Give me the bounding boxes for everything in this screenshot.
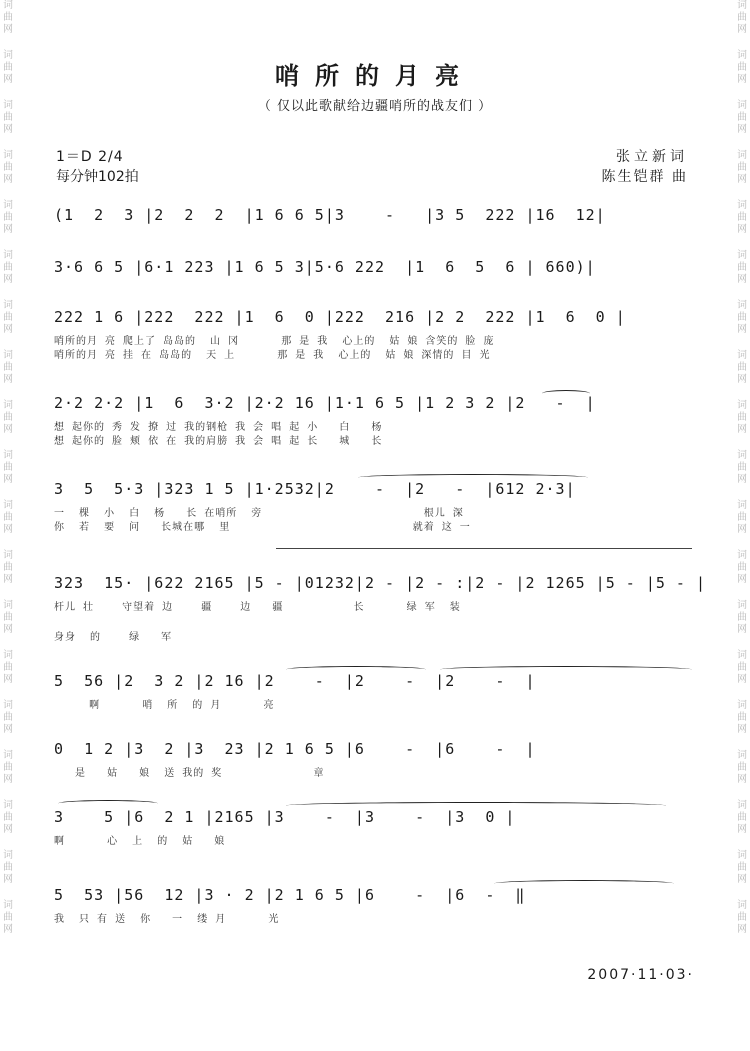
watermark-char: 词 xyxy=(737,300,747,311)
notation-line: 2·2 2·2 |1 6 3·2 |2·2 16 |1·1 6 5 |1 2 3 2 |2 - | xyxy=(54,394,596,412)
watermark-char: 网 xyxy=(737,924,747,935)
watermark-gap xyxy=(735,336,749,350)
watermark-gap xyxy=(1,136,15,150)
watermark-gap xyxy=(1,636,15,650)
watermark-char: 曲 xyxy=(737,762,747,773)
watermark-char: 曲 xyxy=(737,262,747,273)
score-system-2 xyxy=(54,258,694,298)
lyric-verse-1: 我 只 有 送 你 一 缕 月 光 xyxy=(54,914,280,925)
watermark-char: 曲 xyxy=(737,312,747,323)
watermark-gap xyxy=(1,686,15,700)
composer-credit: 陈生铠群 曲 xyxy=(601,169,688,185)
watermark-char: 曲 xyxy=(3,362,13,373)
notation-line: 3 5 |6 2 1 |2165 |3 - |3 - |3 0 | xyxy=(54,808,516,826)
watermark-char: 网 xyxy=(737,474,747,485)
watermark-char: 曲 xyxy=(737,162,747,173)
watermark-right xyxy=(735,0,749,1051)
watermark-gap xyxy=(735,886,749,900)
watermark-gap xyxy=(1,936,15,950)
watermark-char: 词 xyxy=(3,800,13,811)
watermark-gap xyxy=(735,836,749,850)
lyric-verse-2: 身身 的 绿 军 xyxy=(54,632,173,643)
watermark-gap xyxy=(1,286,15,300)
watermark-char: 词 xyxy=(737,850,747,861)
watermark-char: 曲 xyxy=(737,512,747,523)
watermark-char: 曲 xyxy=(3,412,13,423)
watermark-gap xyxy=(1,586,15,600)
watermark-char: 词 xyxy=(737,450,747,461)
watermark-char: 词 xyxy=(3,250,13,261)
watermark-gap xyxy=(735,686,749,700)
watermark-gap xyxy=(1,186,15,200)
score-system-4 xyxy=(54,394,694,454)
notation-line: 323 15· |622 2165 |5 - |01232|2 - |2 - :|2 - |2 1265 |5 - |5 - | xyxy=(54,574,706,592)
watermark-char: 词 xyxy=(3,700,13,711)
lyric-verse-1: 哨所的月 亮 爬上了 岛岛的 山 冈 那 是 我 心上的 姑 娘 含笑的 脸 庞 xyxy=(54,336,495,347)
watermark-char: 曲 xyxy=(737,812,747,823)
watermark-gap xyxy=(735,436,749,450)
watermark-char: 网 xyxy=(737,124,747,135)
watermark-char: 曲 xyxy=(737,362,747,373)
watermark-char: 词 xyxy=(3,300,13,311)
watermark-char: 曲 xyxy=(737,712,747,723)
watermark-char: 网 xyxy=(737,24,747,35)
lyric-verse-1: 是 姑 娘 送 我的 奖 章 xyxy=(54,768,325,779)
watermark-char: 网 xyxy=(3,824,13,835)
watermark-char: 网 xyxy=(737,724,747,735)
notation-line: 5 53 |56 12 |3 · 2 |2 1 6 5 |6 - |6 - ‖ xyxy=(54,886,526,904)
watermark-gap xyxy=(735,136,749,150)
watermark-char: 曲 xyxy=(3,662,13,673)
watermark-char: 词 xyxy=(737,550,747,561)
watermark-char: 网 xyxy=(3,774,13,785)
score-system-7 xyxy=(54,672,694,722)
watermark-gap xyxy=(735,636,749,650)
watermark-char: 曲 xyxy=(3,562,13,573)
song-title: 哨所的月亮 xyxy=(275,62,475,90)
watermark-char: 词 xyxy=(3,550,13,561)
watermark-char: 网 xyxy=(737,324,747,335)
lyric-verse-1: 一 棵 小 白 杨 长 在哨所 旁 根儿 深 xyxy=(54,508,464,519)
notation-line: 5 56 |2 3 2 |2 16 |2 - |2 - |2 - | xyxy=(54,672,536,690)
watermark-char: 网 xyxy=(3,424,13,435)
watermark-gap xyxy=(1,886,15,900)
watermark-char: 网 xyxy=(3,174,13,185)
watermark-char: 网 xyxy=(737,774,747,785)
watermark-char: 词 xyxy=(3,500,13,511)
watermark-char: 网 xyxy=(737,274,747,285)
watermark-char: 网 xyxy=(3,574,13,585)
watermark-char: 词 xyxy=(3,450,13,461)
watermark-char: 网 xyxy=(737,574,747,585)
watermark-char: 曲 xyxy=(737,662,747,673)
watermark-char: 曲 xyxy=(3,162,13,173)
watermark-gap xyxy=(1,786,15,800)
watermark-gap xyxy=(1,386,15,400)
watermark-char: 网 xyxy=(3,524,13,535)
watermark-char: 网 xyxy=(737,824,747,835)
watermark-char: 网 xyxy=(737,224,747,235)
volta-bracket xyxy=(276,548,692,549)
watermark-char: 词 xyxy=(3,650,13,661)
watermark-char: 网 xyxy=(737,424,747,435)
watermark-char: 词 xyxy=(737,500,747,511)
notation-line: 222 1 6 |222 222 |1 6 0 |222 216 |2 2 222 |1 6 0 | xyxy=(54,308,626,326)
watermark-char: 曲 xyxy=(3,862,13,873)
score-system-5 xyxy=(54,480,694,540)
watermark-char: 词 xyxy=(737,50,747,61)
watermark-char: 网 xyxy=(737,674,747,685)
watermark-char: 曲 xyxy=(3,762,13,773)
watermark-char: 词 xyxy=(737,0,747,11)
watermark-char: 曲 xyxy=(737,562,747,573)
watermark-gap xyxy=(735,286,749,300)
notation-line: (1 2 3 |2 2 2 |1 6 6 5|3 - |3 5 222 |16 12| xyxy=(54,206,606,224)
watermark-gap xyxy=(735,786,749,800)
watermark-char: 词 xyxy=(3,850,13,861)
watermark-char: 词 xyxy=(3,100,13,111)
watermark-char: 词 xyxy=(737,700,747,711)
watermark-char: 曲 xyxy=(3,912,13,923)
watermark-char: 曲 xyxy=(3,812,13,823)
lyric-verse-2: 哨所的月 亮 挂 在 岛岛的 天 上 那 是 我 心上的 姑 娘 深情的 目 光 xyxy=(54,350,491,361)
watermark-char: 词 xyxy=(3,0,13,11)
watermark-char: 网 xyxy=(3,324,13,335)
score-system-10 xyxy=(54,886,694,936)
watermark-char: 网 xyxy=(3,724,13,735)
watermark-char: 网 xyxy=(737,874,747,885)
watermark-char: 词 xyxy=(737,800,747,811)
notation-line: 3 5 5·3 |323 1 5 |1·2532|2 - |2 - |612 2·3| xyxy=(54,480,576,498)
score-system-1 xyxy=(54,206,694,246)
watermark-char: 词 xyxy=(3,200,13,211)
watermark-gap xyxy=(735,36,749,50)
watermark-char: 网 xyxy=(3,874,13,885)
watermark-char: 网 xyxy=(3,224,13,235)
watermark-char: 网 xyxy=(737,374,747,385)
watermark-char: 网 xyxy=(3,74,13,85)
score-system-9 xyxy=(54,808,694,858)
key-signature: 1＝D 2/4 xyxy=(56,149,124,165)
watermark-char: 曲 xyxy=(737,412,747,423)
watermark-char: 曲 xyxy=(3,312,13,323)
watermark-char: 网 xyxy=(3,474,13,485)
watermark-char: 词 xyxy=(737,100,747,111)
watermark-left xyxy=(1,0,15,1051)
watermark-char: 曲 xyxy=(3,62,13,73)
watermark-char: 曲 xyxy=(737,862,747,873)
tempo-marking: 每分钟102拍 xyxy=(56,169,139,185)
watermark-gap xyxy=(1,836,15,850)
watermark-char: 词 xyxy=(737,250,747,261)
watermark-char: 网 xyxy=(3,374,13,385)
watermark-gap xyxy=(735,586,749,600)
watermark-char: 曲 xyxy=(3,462,13,473)
lyric-verse-1: 啊 心 上 的 姑 娘 xyxy=(54,836,226,847)
watermark-char: 曲 xyxy=(737,212,747,223)
watermark-char: 曲 xyxy=(3,112,13,123)
watermark-char: 网 xyxy=(3,274,13,285)
watermark-char: 曲 xyxy=(3,262,13,273)
notation-line: 0 1 2 |3 2 |3 23 |2 1 6 5 |6 - |6 - | xyxy=(54,740,536,758)
watermark-gap xyxy=(735,936,749,950)
lyric-verse-1: 啊 哨 所 的 月 亮 xyxy=(54,700,275,711)
song-dedication: （ 仅以此歌献给边疆哨所的战友们 ） xyxy=(257,99,493,114)
lyric-verse-1: 杆儿 壮 守望着 边 疆 边 疆 长 绿 军 装 xyxy=(54,602,461,613)
score-system-3 xyxy=(54,308,694,368)
watermark-gap xyxy=(735,486,749,500)
watermark-gap xyxy=(735,186,749,200)
watermark-char: 网 xyxy=(3,674,13,685)
watermark-char: 曲 xyxy=(737,62,747,73)
watermark-char: 曲 xyxy=(3,712,13,723)
watermark-char: 曲 xyxy=(3,512,13,523)
watermark-char: 词 xyxy=(737,900,747,911)
watermark-char: 网 xyxy=(3,624,13,635)
lyricist-credit: 张立新词 xyxy=(616,149,688,165)
watermark-char: 词 xyxy=(3,50,13,61)
watermark-char: 词 xyxy=(737,150,747,161)
watermark-char: 词 xyxy=(737,200,747,211)
watermark-gap xyxy=(1,536,15,550)
watermark-gap xyxy=(1,736,15,750)
watermark-char: 词 xyxy=(737,600,747,611)
watermark-gap xyxy=(1,236,15,250)
watermark-char: 词 xyxy=(3,600,13,611)
watermark-char: 曲 xyxy=(737,462,747,473)
watermark-gap xyxy=(735,236,749,250)
lyric-verse-1: 想 起你的 秀 发 撩 过 我的钢枪 我 会 唱 起 小 白 杨 xyxy=(54,422,383,433)
watermark-char: 网 xyxy=(3,24,13,35)
watermark-char: 网 xyxy=(3,924,13,935)
watermark-gap xyxy=(1,436,15,450)
watermark-char: 词 xyxy=(737,350,747,361)
watermark-char: 词 xyxy=(737,400,747,411)
watermark-char: 词 xyxy=(737,650,747,661)
watermark-char: 曲 xyxy=(3,12,13,23)
watermark-char: 网 xyxy=(737,624,747,635)
watermark-char: 网 xyxy=(737,74,747,85)
watermark-gap xyxy=(735,736,749,750)
watermark-char: 词 xyxy=(3,350,13,361)
watermark-gap xyxy=(1,486,15,500)
watermark-char: 词 xyxy=(3,750,13,761)
watermark-char: 词 xyxy=(737,750,747,761)
lyric-verse-2: 你 若 要 问 长城在哪 里 就着 这 一 xyxy=(54,522,471,533)
watermark-char: 网 xyxy=(737,524,747,535)
date-stamp: 2007·11·03· xyxy=(587,967,694,983)
watermark-char: 曲 xyxy=(737,612,747,623)
lyric-verse-2: 想 起你的 脸 颊 依 在 我的肩膀 我 会 唱 起 长 城 长 xyxy=(54,436,383,447)
score-system-8 xyxy=(54,740,694,790)
watermark-char: 词 xyxy=(3,150,13,161)
watermark-char: 曲 xyxy=(737,112,747,123)
watermark-char: 网 xyxy=(737,174,747,185)
watermark-char: 曲 xyxy=(737,12,747,23)
watermark-char: 曲 xyxy=(3,212,13,223)
watermark-char: 曲 xyxy=(3,612,13,623)
watermark-gap xyxy=(735,536,749,550)
watermark-gap xyxy=(1,36,15,50)
notation-line: 3·6 6 5 |6·1 223 |1 6 5 3|5·6 222 |1 6 5 6 | 660)| xyxy=(54,258,596,276)
watermark-char: 词 xyxy=(3,400,13,411)
slur-mark xyxy=(58,800,158,807)
watermark-char: 词 xyxy=(3,900,13,911)
watermark-gap xyxy=(1,336,15,350)
watermark-char: 网 xyxy=(3,124,13,135)
watermark-gap xyxy=(735,386,749,400)
watermark-char: 曲 xyxy=(737,912,747,923)
score-system-6 xyxy=(54,574,706,644)
